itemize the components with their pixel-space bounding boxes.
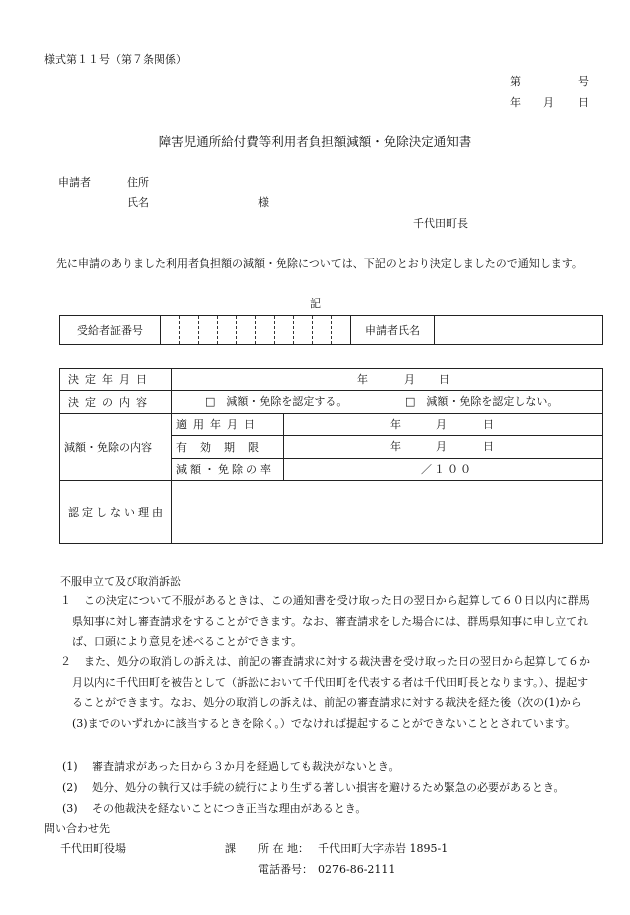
reject-checkbox[interactable]: □ 減額・免除を認定しない。 (405, 395, 559, 408)
appeal-item (60, 652, 594, 734)
document-title: 障害児通所給付費等利用者負担額減額・免除決定通知書 (158, 134, 472, 149)
decision-content-options (172, 391, 603, 414)
recipient-number-label: 受給者証番号 (60, 316, 161, 345)
appeal-item-text: また、処分の取消しの訴えは、前記の審査請求に対する裁決書を受け取った日の翌日から起算して６か月以内に千代田町を被告として（訴訟において千代田町を代表する者は千代田町長となります。）、提起することができます。なお、処分の取消しの訴えは、前記の審査請求に対する裁決を経た後（次の(1)から(3)までのいずれかに該当するときを除く。）でなければ提起することができないこととされています。 (72, 655, 590, 730)
decision-date-month: 月 (404, 372, 415, 386)
doc-number-suffix: 号 (578, 75, 589, 88)
contact-address: 千代田町大字赤岩 1895-1 (318, 842, 449, 855)
appeal-subitem-number: (1) (62, 760, 78, 773)
approve-checkbox[interactable]: □ 減額・免除を認定する。 (205, 395, 348, 408)
expiry-day: 日 (483, 440, 494, 453)
issue-date-month: 月 (543, 96, 554, 109)
recipient-table (59, 315, 603, 345)
appeal-item-number: １ (60, 594, 71, 607)
appeal-heading: 不服申立て及び取消訴訟 (60, 575, 181, 588)
recipient-number-digit[interactable] (275, 316, 294, 345)
decision-content-label: 決定の内容 (60, 391, 172, 414)
recipient-number-digit[interactable] (180, 316, 199, 345)
contact-phone-label: 電話番号： (258, 863, 313, 876)
decision-date-day: 日 (439, 372, 450, 386)
contact-office: 千代田町役場 (60, 842, 126, 855)
appeal-subitem-number: (2) (62, 781, 78, 794)
reason-field[interactable] (172, 481, 603, 544)
applicant-name-field[interactable] (435, 316, 603, 345)
reduction-content-label: 減額・免除の内容 (60, 414, 172, 481)
appeal-item-number: ２ (60, 655, 71, 668)
appeal-subitem-text: 審査請求があった日から３か月を経過しても裁決がないとき。 (92, 760, 400, 773)
expiry-month: 月 (436, 440, 447, 453)
apply-date-year: 年 (390, 417, 401, 431)
issue-date-year: 年 (510, 96, 521, 109)
address-label: 住所 (127, 176, 149, 189)
apply-date-month: 月 (436, 417, 447, 431)
recipient-number-digit[interactable] (199, 316, 218, 345)
recipient-number-digit[interactable] (161, 316, 180, 345)
apply-date-label: 適用年月日 (172, 414, 284, 436)
apply-date-value[interactable] (284, 414, 603, 436)
decision-date-value[interactable] (172, 369, 603, 391)
applicant-label: 申請者 (58, 176, 91, 189)
contact-section: 課 (225, 842, 236, 855)
expiry-value[interactable] (284, 436, 603, 459)
rate-label: 減額・免除の率 (172, 459, 284, 481)
reason-label: 認定しない理由 (60, 481, 172, 544)
appeal-subitem-text: 処分、処分の執行又は手続の続行により生ずる著しい損害を避けるため緊急の必要があるとき。 (92, 781, 565, 794)
expiry-year: 年 (390, 440, 401, 453)
contact-phone: 0276-86-2111 (318, 863, 396, 876)
honorific: 様 (258, 196, 269, 209)
issue-date-day: 日 (578, 96, 589, 109)
recipient-number-digit[interactable] (332, 316, 351, 345)
decision-date-label: 決定年月日 (60, 369, 172, 391)
issuer-name: 千代田町長 (413, 217, 468, 230)
form-number: 様式第１１号（第７条関係） (44, 53, 187, 66)
contact-address-label: 所 在 地： (258, 842, 309, 855)
apply-date-day: 日 (483, 417, 494, 431)
decision-table (59, 368, 603, 544)
appeal-subitem-number: (3) (62, 802, 78, 815)
name-label: 氏名 (127, 196, 149, 209)
recipient-number-digit[interactable] (313, 316, 332, 345)
appeal-item (60, 591, 594, 653)
contact-heading: 問い合わせ先 (44, 822, 110, 835)
doc-number-prefix: 第 (510, 75, 521, 88)
ki-mark: 記 (310, 297, 321, 310)
recipient-number-digit[interactable] (256, 316, 275, 345)
recipient-number-digit[interactable] (294, 316, 313, 345)
applicant-name-label: 申請者氏名 (351, 316, 435, 345)
appeal-subitem-text: その他裁決を経ないことにつき正当な理由があるとき。 (92, 802, 367, 815)
decision-date-year: 年 (357, 372, 368, 386)
expiry-label: 有効期限 (172, 436, 284, 459)
rate-value-cell[interactable] (284, 459, 603, 481)
recipient-number-digit[interactable] (218, 316, 237, 345)
appeal-item-text: この決定について不服があるときは、この通知書を受け取った日の翌日から起算して６０日以内に群馬県知事に対し審査請求をすることができます。なお、審査請求をした場合には、群馬県知事に申し立てれば、口頭により意見を述べることができます。 (72, 594, 590, 648)
intro-text: 先に申請のありました利用者負担額の減額・免除については、下記のとおり決定しましたので通知します。 (56, 257, 583, 270)
recipient-number-digit[interactable] (237, 316, 256, 345)
rate-value: ／１００ (421, 462, 473, 476)
